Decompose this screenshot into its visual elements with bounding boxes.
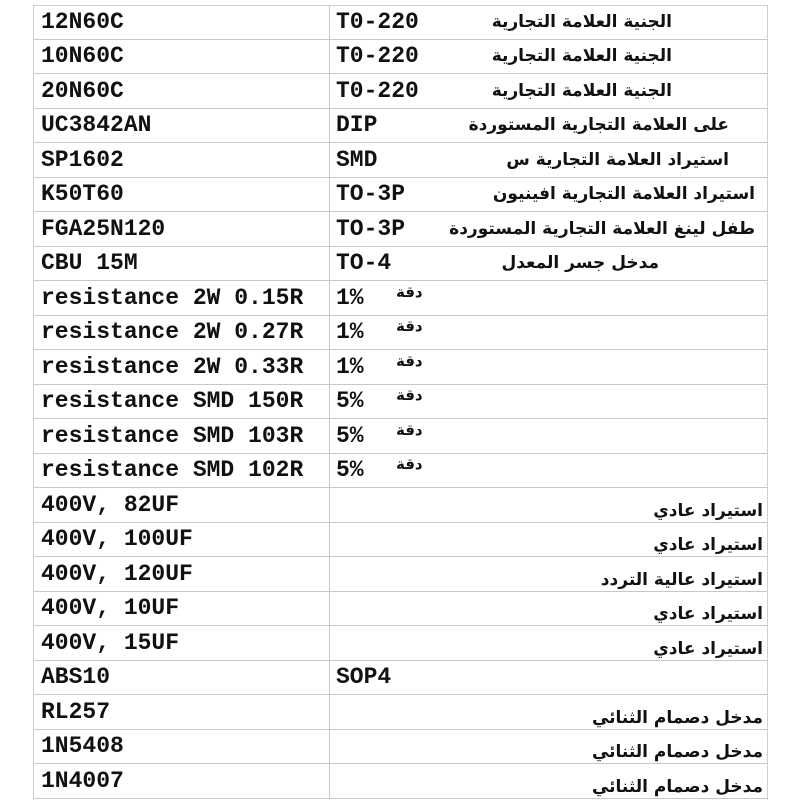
part-number-cell: K50T60	[34, 178, 330, 212]
package-cell: T0-220	[336, 77, 419, 104]
part-number-cell: SP1602	[34, 143, 330, 177]
description-cell: استيراد العلامة التجارية س	[506, 149, 729, 170]
table-row	[34, 74, 767, 109]
part-number-cell: 12N60C	[34, 6, 330, 39]
table-row	[34, 557, 767, 592]
description-cell: مدخل دصمام الثنائي	[591, 707, 763, 728]
description-cell: استيراد العلامة التجارية افينيون	[492, 184, 755, 205]
part-number-cell: 400V, 120UF	[34, 557, 330, 591]
description-cell: دقة	[396, 455, 423, 474]
description-cell: دقة	[396, 351, 423, 370]
part-number-cell: resistance SMD 150R	[34, 385, 330, 419]
table-row	[34, 661, 767, 696]
description-cell: مدخل جسر المعدل	[501, 253, 659, 274]
part-number-cell: ABS10	[34, 661, 330, 695]
description-cell: مدخل دصمام الثنائي	[591, 742, 763, 763]
description-cell: دقة	[396, 317, 423, 336]
description-cell: الجنية العلامة التجارية	[491, 12, 672, 33]
part-number-cell: resistance 2W 0.27R	[34, 316, 330, 350]
part-number-cell: 10N60C	[34, 40, 330, 74]
description-cell: دقة	[396, 282, 423, 301]
package-cell: T0-220	[336, 9, 419, 36]
part-number-cell: resistance 2W 0.33R	[34, 350, 330, 384]
table-row	[34, 695, 767, 730]
package-cell: TO-3P	[336, 215, 406, 242]
table-row	[34, 454, 767, 489]
tolerance-cell: 1%	[336, 353, 364, 380]
package-cell: TO-3P	[336, 181, 406, 208]
table-row	[34, 730, 767, 765]
description-cell: دقة	[396, 420, 423, 439]
part-number-cell: 400V, 82UF	[34, 488, 330, 522]
part-number-cell: CBU 15M	[34, 247, 330, 281]
table-row	[34, 523, 767, 558]
description-cell: الجنية العلامة التجارية	[491, 80, 672, 101]
tolerance-cell: 5%	[336, 457, 364, 484]
package-cell: TO-4	[336, 250, 392, 277]
part-number-cell: 1N5408	[34, 730, 330, 764]
table-row	[34, 143, 767, 178]
description-cell: على العلامة التجارية المستوردة	[468, 115, 729, 136]
part-number-cell: 400V, 100UF	[34, 523, 330, 557]
part-number-cell: 400V, 10UF	[34, 592, 330, 626]
description-cell: استيراد عادي	[653, 535, 763, 556]
table-row	[34, 488, 767, 523]
part-number-cell: 400V, 15UF	[34, 626, 330, 660]
description-cell: استيراد عادي	[653, 638, 763, 659]
table-row	[34, 626, 767, 661]
tolerance-cell: 5%	[336, 422, 364, 449]
package-cell: SMD	[336, 146, 378, 173]
description-cell: استيراد عالية التردد	[600, 569, 763, 590]
part-number-cell: RL257	[34, 695, 330, 729]
table-row	[34, 109, 767, 144]
tolerance-cell: 1%	[336, 284, 364, 311]
tolerance-cell: 1%	[336, 319, 364, 346]
part-number-cell: UC3842AN	[34, 109, 330, 143]
tolerance-cell: 5%	[336, 388, 364, 415]
description-cell: مدخل دصمام الثنائي	[591, 776, 763, 797]
part-number-cell: resistance SMD 102R	[34, 454, 330, 488]
part-number-cell: resistance 2W 0.15R	[34, 281, 330, 315]
table-row	[34, 764, 767, 799]
package-cell: SOP4	[336, 664, 392, 691]
table-row	[34, 5, 767, 40]
part-number-cell: FGA25N120	[34, 212, 330, 246]
table-row	[34, 178, 767, 213]
table-row	[34, 40, 767, 75]
part-number-cell: resistance SMD 103R	[34, 419, 330, 453]
description-cell: الجنية العلامة التجارية	[491, 46, 672, 67]
package-cell: T0-220	[336, 43, 419, 70]
description-cell: طفل لينغ العلامة التجارية المستوردة	[449, 218, 755, 239]
component-table	[33, 5, 768, 800]
table-row	[34, 592, 767, 627]
part-number-cell: 20N60C	[34, 74, 330, 108]
description-cell: دقة	[396, 386, 423, 405]
package-cell: DIP	[336, 112, 378, 139]
description-cell: استيراد عادي	[653, 500, 763, 521]
description-cell: استيراد عادي	[653, 604, 763, 625]
part-number-cell: 1N4007	[34, 764, 330, 798]
table-row	[34, 212, 767, 247]
